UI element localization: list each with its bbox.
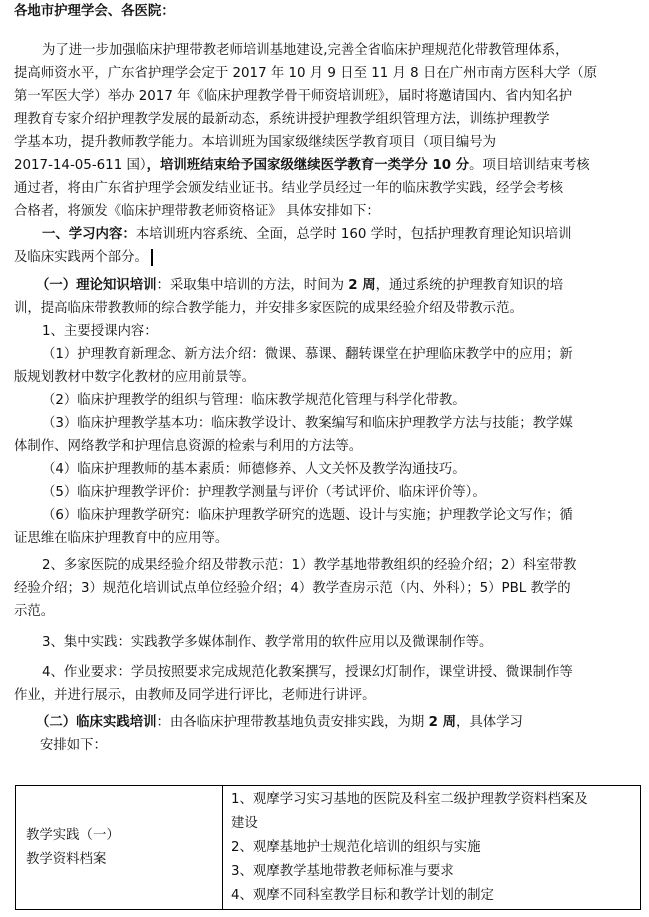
course-line: （3）临床护理教学基本功：临床教学设计、教案编写和临床护理教学方法与技能；教学媒 [42, 416, 573, 431]
item4-line: 4、作业要求：学员按照要求完成规范化教案撰写，授课幻灯制作，课堂讲授、微课制作等 [42, 665, 573, 680]
table-item: 2、观摩基地护士规范化培训的组织与实施 [231, 839, 481, 855]
credit-tail: 。项目培训结束考核 [469, 158, 590, 173]
project-code: 2017-14-05-611 国） [14, 158, 147, 173]
part-practice-heading [36, 712, 639, 734]
table-item: 建设 [231, 815, 258, 831]
category-sublabel: 教学资料档案 [26, 851, 107, 867]
course-line: 证思维在临床护理教育中的应用等。 [14, 531, 229, 546]
section-text: 及临床实践两个部分。 [14, 250, 148, 265]
item3-line: 3、集中实践：实践教学多媒体制作、教学常用的软件应用以及微课制作等。 [42, 635, 493, 650]
courses-title: 1、主要授课内容： [42, 324, 158, 339]
part-duration: 2 周 [348, 278, 376, 293]
intro-line: 学基本功，提升教师教学能力。本培训班为国家级继续医学教育项目（项目编号为 [14, 135, 497, 150]
salutation: 各地市护理学会、各医院： [14, 4, 175, 19]
part-title: （一）理论知识培训 [36, 278, 157, 293]
credit-text: ，培训班结束给予国家级继续医学教育一类学分 [146, 158, 433, 173]
credit-value: 10 分 [432, 158, 470, 173]
course-line: 版规划教材中数字化教材的应用前景等。 [14, 370, 256, 385]
table-cell-items [223, 786, 641, 910]
part-text: ：采取集中培训的方法，时间为 [156, 278, 349, 293]
table-item: 4、观摩不同科室教学目标和教学计划的制定 [231, 887, 494, 903]
text-cursor [151, 249, 153, 266]
course-line: （5）临床护理教学评价：护理教学测量与评价（考试评价、临床评价等）。 [42, 485, 486, 500]
course-line: （6）临床护理教学研究：临床护理教学研究的选题、设计与实施；护理教学论文写作；循 [42, 508, 573, 523]
table-row [16, 786, 641, 910]
section-learning-content [42, 224, 639, 246]
category-label: 教学实践（一） [26, 827, 120, 843]
table-item: 3、观摩教学基地带教老师标准与要求 [231, 863, 454, 879]
table-item: 1、观摩学习实习基地的医院及科室二级护理教学资料档案及 [231, 791, 588, 807]
item2-line: 2、多家医院的成果经验介绍及带教示范：1）教学基地带教组织的经验介绍；2）科室带教 [42, 558, 577, 573]
schedule-table [15, 785, 641, 910]
section-text-line [14, 247, 639, 269]
part-theory-heading [36, 275, 639, 297]
part-duration: 2 周 [428, 715, 456, 730]
part-text-tail: ，通过系统的护理教育知识的培 [375, 278, 564, 293]
section-title: 一、学习内容： [42, 227, 136, 242]
part-title: （二）临床实践培训 [36, 715, 157, 730]
part-text-line: 训，提高临床带教教师的综合教学能力，并安排多家医院的成果经验介绍及带教示范。 [14, 301, 523, 316]
intro-line: 理教育专家介绍护理教学发展的最新动态，系统讲授护理教学组织管理方法，训练护理教学 [14, 112, 550, 127]
course-line: （2）临床护理教学的组织与管理：临床教学规范化管理与科学化带教。 [42, 393, 466, 408]
item2-line: 经验介绍；3）规范化培训试点单位经验介绍；4）教学查房示范（内、外科）；5）PBL 教学的 [14, 581, 571, 596]
intro-line: 第一军医大学）举办 2017 年《临床护理教学骨干师资培训班》，届时将邀请国内、省内知名护 [14, 89, 573, 104]
part-text: ：由各临床护理带教基地负责安排实践，为期 [156, 715, 429, 730]
item4-line: 作业，并进行展示，由教师及同学进行评比，老师进行讲评。 [14, 688, 376, 703]
project-code-line [14, 155, 639, 177]
intro-line: 为了进一步加强临床护理带教老师培训基地建设,完善全省临床护理规范化带教管理体系， [42, 43, 569, 58]
course-line: 体制作、网络教学和护理信息资源的检索与利用的方法等。 [14, 439, 363, 454]
part-text-tail: ，具体学习 [455, 715, 523, 730]
table-cell-category [16, 786, 223, 910]
item2-line: 示范。 [14, 604, 55, 619]
intro-line: 提高师资水平，广东省护理学会定于 2017 年 10 月 9 日至 11 月 8 日在广州市南方医科大学（原 [14, 66, 598, 81]
intro-line: 通过者，将由广东省护理学会颁发结业证书。结业学员经过一年的临床教学实践，经学会考核 [14, 181, 564, 196]
intro-line: 合格者，将颁发《临床护理带教老师资格证》 具体安排如下： [14, 204, 380, 219]
course-line: （4）临床护理教师的基本素质：师德修养、人文关怀及教学沟通技巧。 [42, 462, 466, 477]
section-text: 本培训班内容系统、全面，总学时 160 学时，包括护理教育理论知识培训 [135, 227, 572, 242]
course-line: （1）护理教育新理念、新方法介绍：微课、慕课、翻转课堂在护理临床教学中的应用；新 [42, 347, 573, 362]
part-text-line: 安排如下： [40, 738, 107, 753]
